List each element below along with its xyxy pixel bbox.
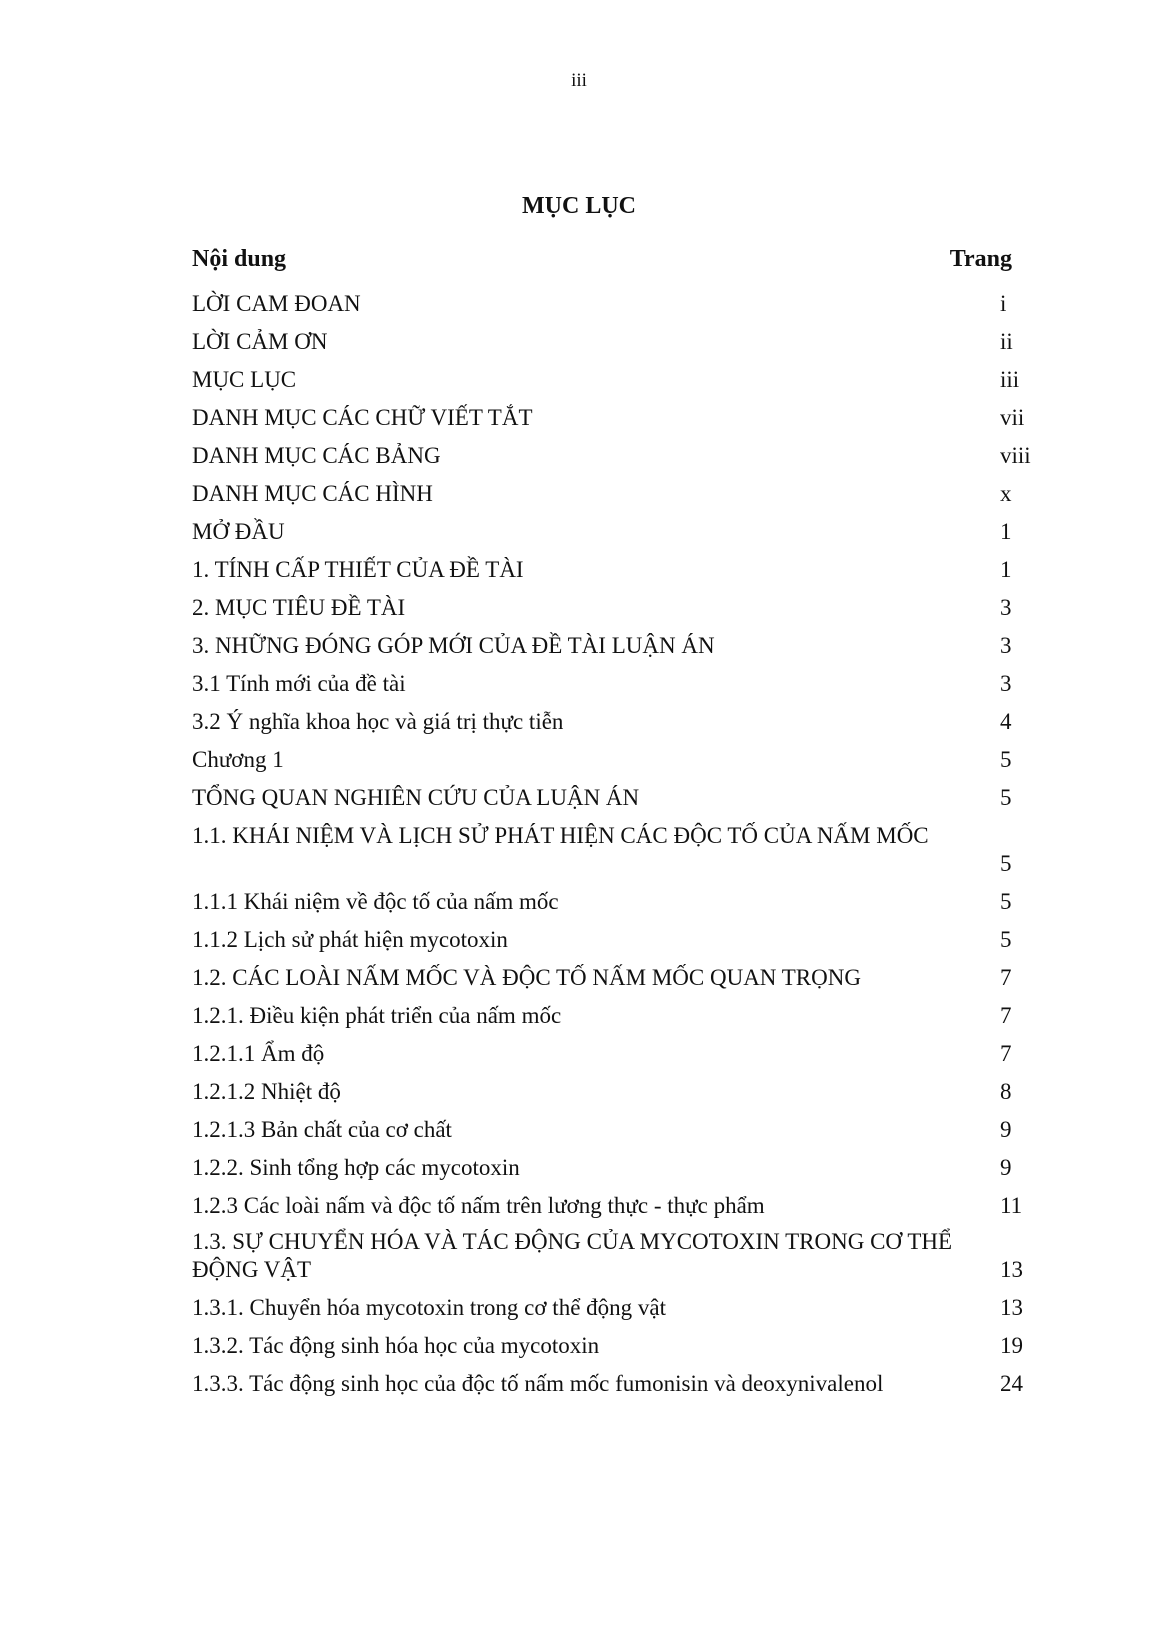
toc-entry-title: 1.3.3. Tác động sinh học của độc tố nấm mốc fumonisin và deoxynivalenol: [192, 1371, 884, 1396]
toc-entry-title: 1.3. SỰ CHUYỂN HÓA VÀ TÁC ĐỘNG CỦA MYCOTOXIN TRONG CƠ THỂ ĐỘNG VẬT: [192, 1229, 953, 1282]
toc-entry-title: DANH MỤC CÁC CHỮ VIẾT TẮT: [192, 405, 533, 430]
toc-entry-title: 3.1 Tính mới của đề tài: [192, 671, 406, 696]
toc-entry-title: DANH MỤC CÁC BẢNG: [192, 443, 441, 468]
page-column-header: Trang: [949, 246, 1012, 272]
toc-entry-page: ii: [1000, 329, 1013, 354]
toc-entry-title: LỜI CẢM ƠN: [192, 329, 328, 354]
toc-entry-page: 9: [1000, 1155, 1012, 1180]
toc-entry-title: 1.2.1. Điều kiện phát triển của nấm mốc: [192, 1003, 562, 1028]
toc-entry-page: 5: [1000, 927, 1012, 952]
toc-entry-page: 7: [1000, 1003, 1012, 1028]
toc-entry-page: 8: [1000, 1079, 1012, 1104]
page-number: iii: [571, 70, 587, 91]
toc-entry-title: 1.1.1 Khái niệm về độc tố của nấm mốc: [192, 889, 559, 914]
toc-entry-page: 19: [1000, 1333, 1023, 1358]
toc-entry-page: 7: [1000, 1041, 1012, 1066]
toc-entry-page: vii: [1000, 405, 1025, 430]
toc-entry-title: 1.2.1.3 Bản chất của cơ chất: [192, 1117, 452, 1142]
toc-entry-page: 7: [1000, 965, 1012, 990]
toc-entry-page: 9: [1000, 1117, 1012, 1142]
toc-entry-page: i: [1000, 291, 1007, 316]
toc-entry-title: 1.3.1. Chuyển hóa mycotoxin trong cơ thể động vật: [192, 1295, 667, 1320]
toc-entry-title: LỜI CAM ĐOAN: [192, 291, 361, 316]
toc-entry-title: 3.2 Ý nghĩa khoa học và giá trị thực tiễn: [192, 709, 564, 734]
toc-entry-title: MỞ ĐẦU: [192, 519, 285, 544]
toc-entry-title: 1.2.2. Sinh tổng hợp các mycotoxin: [192, 1155, 520, 1180]
toc-entry-page: 5: [1000, 851, 1012, 876]
toc-entry-title: 1.2.3 Các loài nấm và độc tố nấm trên lương thực - thực phẩm: [192, 1193, 765, 1218]
toc-entry-title: 1.1.2 Lịch sử phát hiện mycotoxin: [192, 927, 508, 952]
toc-entry-title: 1. TÍNH CẤP THIẾT CỦA ĐỀ TÀI: [192, 557, 524, 582]
page-title: MỤC LỤC: [522, 193, 636, 219]
toc-entry-title: 3. NHỮNG ĐÓNG GÓP MỚI CỦA ĐỀ TÀI LUẬN ÁN: [192, 633, 715, 658]
toc-entry-page: 3: [1000, 595, 1012, 620]
toc-entry-page: 11: [1000, 1193, 1023, 1218]
toc-entry-page: x: [1000, 481, 1012, 506]
toc-entry-page: 13: [1000, 1295, 1023, 1320]
toc-entry-page: 3: [1000, 671, 1012, 696]
toc-entry-page: 3: [1000, 633, 1012, 658]
toc-entry-page: iii: [1000, 367, 1020, 392]
toc-entry-page: 1: [1000, 557, 1012, 582]
toc-entry-title: 1.3.2. Tác động sinh hóa học của mycotoxin: [192, 1333, 600, 1358]
toc-entry-title: 1.2.1.1 Ẩm độ: [192, 1041, 325, 1066]
toc-entry-page: 1: [1000, 519, 1012, 544]
toc-entry-page: 4: [1000, 709, 1012, 734]
toc-entry-page: 5: [1000, 889, 1012, 914]
toc-entry-title: 1.1. KHÁI NIỆM VÀ LỊCH SỬ PHÁT HIỆN CÁC ĐỘC TỐ CỦA NẤM MỐC: [192, 823, 929, 848]
toc-entry-page: 24: [1000, 1371, 1023, 1396]
toc-entry-title: 1.2. CÁC LOÀI NẤM MỐC VÀ ĐỘC TỐ NẤM MỐC QUAN TRỌNG: [192, 965, 861, 990]
content-column-header: Nội dung: [192, 246, 287, 272]
toc-entry-page: 5: [1000, 747, 1012, 772]
toc-entry-title: 1.2.1.2 Nhiệt độ: [192, 1079, 341, 1104]
toc-entry-title: MỤC LỤC: [192, 367, 297, 392]
toc-entry-title: Chương 1: [192, 747, 284, 772]
toc-entry-title: 2. MỤC TIÊU ĐỀ TÀI: [192, 595, 406, 620]
toc-entry-page: 13: [1000, 1257, 1023, 1282]
toc-entry-title: DANH MỤC CÁC HÌNH: [192, 481, 433, 506]
toc-entry-title: TỔNG QUAN NGHIÊN CỨU CỦA LUẬN ÁN: [192, 785, 640, 810]
toc-entry-page: 5: [1000, 785, 1012, 810]
toc-entry-page: viii: [1000, 443, 1031, 468]
